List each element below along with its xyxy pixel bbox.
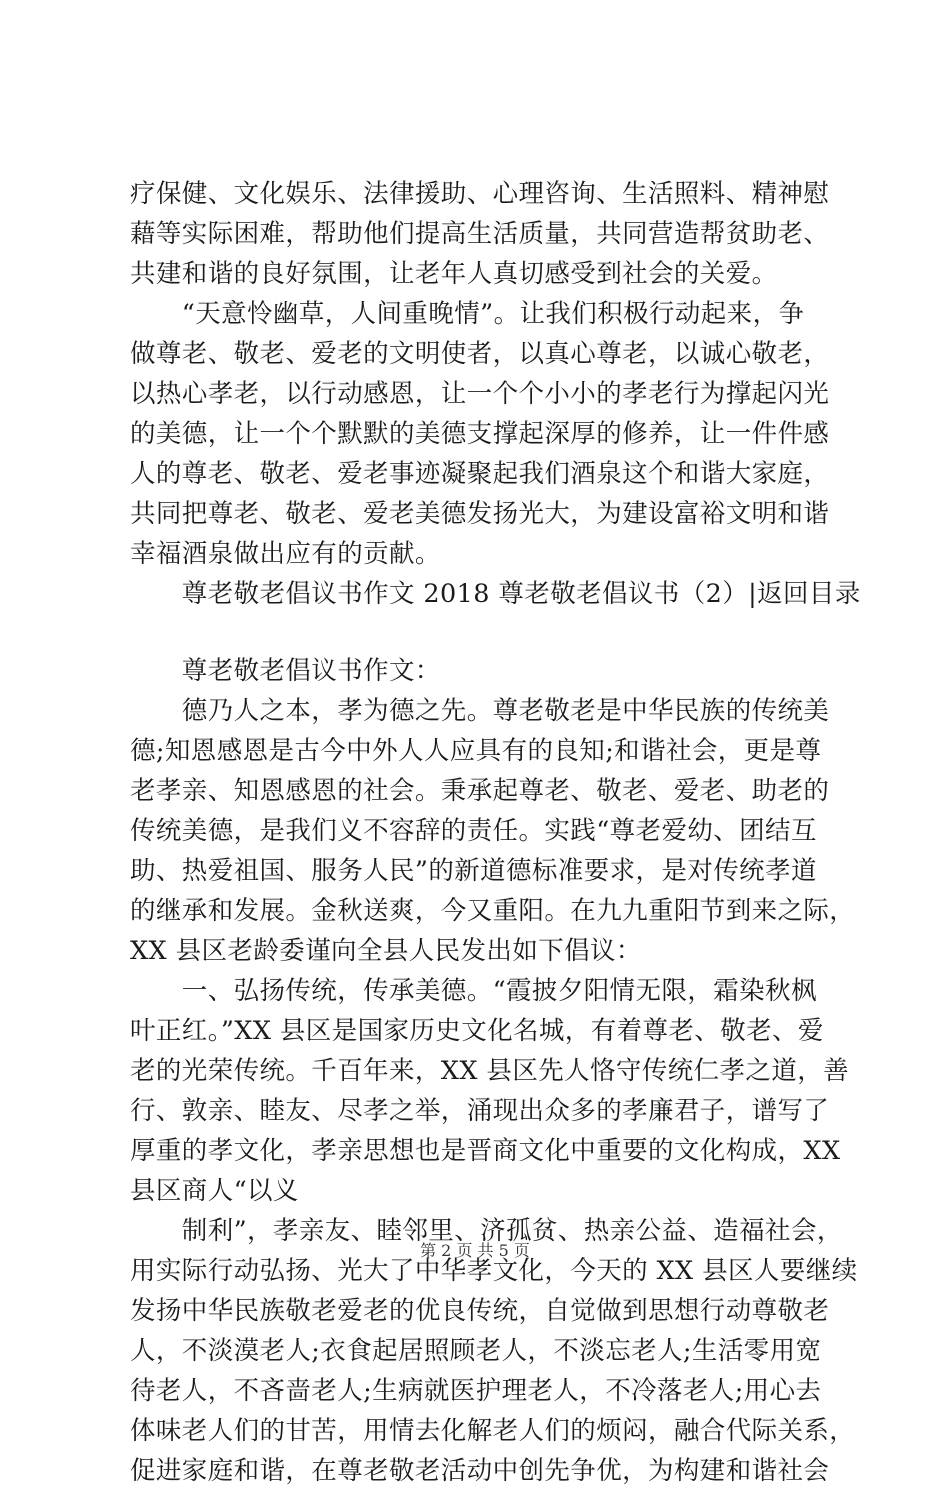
text-line: 制利”，孝亲友、睦邻里、济孤贫、热亲公益、造福社会， (130, 1216, 843, 1246)
text-line: 人的尊老、敬老、爱老事迹凝聚起我们酒泉这个和谐大家庭， (130, 459, 830, 489)
text-line: 老孝亲、知恩感恩的社会。秉承起尊老、敬老、爱老、助老的 (130, 776, 830, 806)
text-line: XX 县区老龄委谨向全县人民发出如下倡议： (130, 936, 642, 966)
text-line: 人，不淡漠老人;衣食起居照顾老人，不淡忘老人;生活零用宽 (130, 1336, 822, 1366)
blank-line (130, 614, 832, 651)
text-line: 厚重的孝文化，孝亲思想也是晋商文化中重要的文化构成，XX (130, 1136, 841, 1166)
text-line: 幸福酒泉做出应有的贡献。 (130, 539, 441, 569)
page-number-footer: 第 2 页 共 5 页 (420, 1241, 530, 1260)
text-line: 做尊老、敬老、爱老的文明使者，以真心尊老，以诚心敬老， (130, 339, 830, 369)
text-line: 促进家庭和谐，在尊老敬老活动中创先争优，为构建和谐社会 (130, 1456, 830, 1486)
text-line: 县区商人“以义 (130, 1176, 299, 1206)
text-line: 的美德，让一个个默默的美德支撑起深厚的修养，让一件件感 (130, 419, 830, 449)
text-line: 疗保健、文化娱乐、法律援助、心理咨询、生活照料、精神慰 (130, 179, 830, 209)
text-line: 传统美德，是我们义不容辞的责任。实践“尊老爱幼、团结互 (130, 816, 817, 846)
text-line: 体味老人们的甘苦，用情去化解老人们的烦闷，融合代际关系， (130, 1416, 856, 1446)
text-line: 的继承和发展。金秋送爽，今又重阳。在九九重阳节到来之际， (130, 896, 856, 926)
text-line: 行、敦亲、睦友、尽孝之举，涌现出众多的孝廉君子，谱写了 (130, 1096, 830, 1126)
text-line: 德乃人之本，孝为德之先。尊老敬老是中华民族的传统美 (130, 696, 830, 726)
text-line: 一、弘扬传统，传承美德。“霞披夕阳情无限，霜染秋枫 (130, 976, 817, 1006)
text-line: 叶正红。”XX 县区是国家历史文化名城，有着尊老、敬老、爱 (130, 1016, 824, 1046)
text-line: 老的光荣传统。千百年来，XX 县区先人恪守传统仁孝之道，善 (130, 1056, 850, 1086)
text-line: 助、热爱祖国、服务人民”的新道德标准要求，是对传统孝道 (130, 856, 817, 886)
text-line: “天意怜幽草，人间重晚情”。让我们积极行动起来，争 (130, 299, 805, 329)
text-line: 用实际行动弘扬、光大了中华孝文化，今天的 XX 县区人要继续 (130, 1256, 858, 1286)
text-line: 尊老敬老倡议书作文： (130, 656, 441, 686)
text-line: 以热心孝老，以行动感恩，让一个个小小的孝老行为撑起闪光 (130, 379, 830, 409)
text-line: 共同把尊老、敬老、爱老美德发扬光大，为建设富裕文明和谐 (130, 499, 830, 529)
document-body (130, 174, 861, 1491)
text-line: 发扬中华民族敬老爱老的优良传统，自觉做到思想行动尊敬老 (130, 1296, 830, 1326)
text-line: 共建和谐的良好氛围，让老年人真切感受到社会的关爱。 (130, 259, 778, 289)
text-line: 德;知恩感恩是古今中外人人应具有的良知;和谐社会，更是尊 (130, 736, 822, 766)
text-line: 待老人，不吝啬老人;生病就医护理老人，不冷落老人;用心去 (130, 1376, 822, 1406)
section-heading-return-link[interactable]: 尊老敬老倡议书作文 2018 尊老敬老倡议书（2）|返回目录 (130, 579, 861, 609)
text-line: 藉等实际困难，帮助他们提高生活质量，共同营造帮贫助老、 (130, 219, 830, 249)
